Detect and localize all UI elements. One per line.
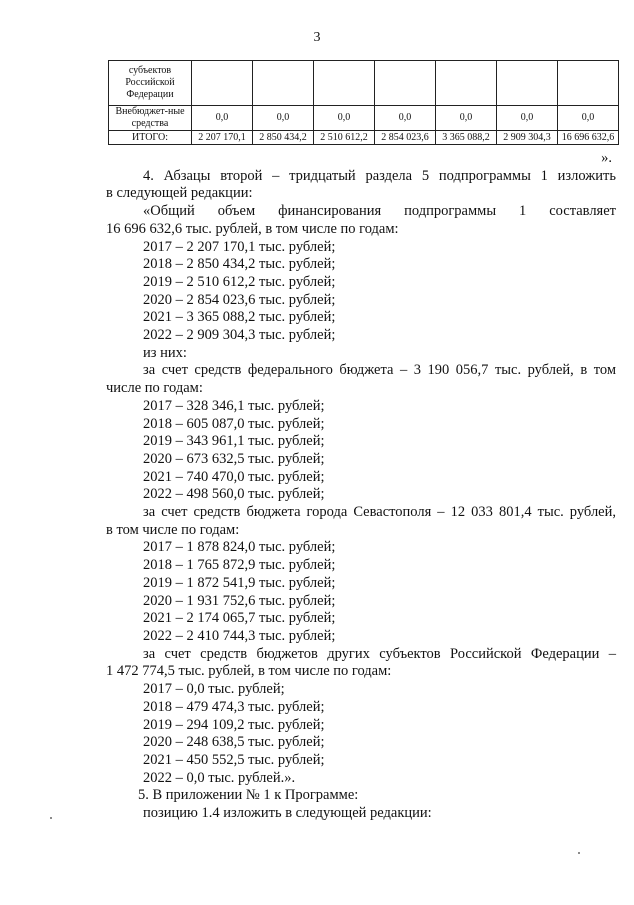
table-cell: 0,0: [497, 106, 558, 131]
year-line: 2020 – 1 931 752,6 тыс. рублей;: [143, 592, 336, 609]
paragraph: за счет средств бюджетов других субъектов Российской Федерации –: [143, 645, 616, 662]
table-row: [109, 61, 619, 106]
table-cell: 3 365 088,2: [436, 131, 497, 145]
table-cell: [192, 61, 253, 106]
year-line: 2022 – 498 560,0 тыс. рублей;: [143, 486, 325, 503]
year-line: 2019 – 343 961,1 тыс. рублей;: [143, 433, 325, 450]
table-row: [109, 131, 619, 145]
scan-speck: [578, 852, 580, 854]
table-cell: 16 696 632,6: [558, 131, 619, 145]
table-cell: 2 850 434,2: [253, 131, 314, 145]
year-line: 2019 – 294 109,2 тыс. рублей;: [143, 716, 325, 733]
year-line: 2019 – 1 872 541,9 тыс. рублей;: [143, 574, 336, 591]
year-line: 2022 – 2 909 304,3 тыс. рублей;: [143, 327, 336, 344]
table-cell: [375, 61, 436, 106]
year-line: 2018 – 605 087,0 тыс. рублей;: [143, 415, 325, 432]
table-row: [109, 106, 619, 131]
paragraph: в том числе по годам:: [106, 521, 240, 538]
year-line: 2017 – 328 346,1 тыс. рублей;: [143, 397, 325, 414]
year-line: 2017 – 2 207 170,1 тыс. рублей;: [143, 238, 336, 255]
paragraph: «Общий объем финансирования подпрограммы 1 составляет: [143, 203, 616, 220]
page-number: 3: [313, 30, 321, 45]
year-line: 2022 – 0,0 тыс. рублей.».: [143, 769, 296, 786]
paragraph: позицию 1.4 изложить в следующей редакции:: [143, 805, 432, 822]
year-line: 2022 – 2 410 744,3 тыс. рублей;: [143, 627, 336, 644]
table-cell: 0,0: [192, 106, 253, 131]
table-cell: [558, 61, 619, 106]
year-line: 2020 – 2 854 023,6 тыс. рублей;: [143, 291, 336, 308]
year-line: 2021 – 2 174 065,7 тыс. рублей;: [143, 610, 336, 627]
year-line: 2017 – 0,0 тыс. рублей;: [143, 681, 285, 698]
row-label: субъектов Российской Федерации: [109, 61, 192, 106]
year-line: 2019 – 2 510 612,2 тыс. рублей;: [143, 273, 336, 290]
table-cell: 0,0: [436, 106, 497, 131]
financing-table: [108, 60, 619, 145]
year-line: 2020 – 248 638,5 тыс. рублей;: [143, 734, 325, 751]
paragraph: из них:: [143, 344, 187, 361]
table-cell: 0,0: [253, 106, 314, 131]
paragraph: 4. Абзацы второй – тридцатый раздела 5 подпрограммы 1 изложить: [143, 167, 616, 184]
paragraph: за счет средств федерального бюджета – 3 190 056,7 тыс. рублей, в том: [143, 362, 616, 379]
table-cell: [436, 61, 497, 106]
paragraph: числе по годам:: [106, 380, 203, 397]
paragraph: 5. В приложении № 1 к Программе:: [138, 787, 359, 804]
year-line: 2021 – 3 365 088,2 тыс. рублей;: [143, 309, 336, 326]
table-cell: 2 909 304,3: [497, 131, 558, 145]
table-cell: 2 510 612,2: [314, 131, 375, 145]
paragraph: в следующей редакции:: [106, 185, 253, 202]
year-line: 2020 – 673 632,5 тыс. рублей;: [143, 450, 325, 467]
document-body: [106, 150, 616, 823]
table-cell: 0,0: [558, 106, 619, 131]
paragraph: 16 696 632,6 тыс. рублей, в том числе по годам:: [106, 220, 399, 237]
row-label: ИТОГО:: [109, 131, 192, 145]
table-cell: 2 854 023,6: [375, 131, 436, 145]
paragraph: за счет средств бюджета города Севастополя – 12 033 801,4 тыс. рублей,: [143, 504, 616, 521]
table-cell: 0,0: [375, 106, 436, 131]
year-line: 2021 – 740 470,0 тыс. рублей;: [143, 468, 325, 485]
table-cell: [497, 61, 558, 106]
row-label: Внебюджет-ные средства: [109, 106, 192, 131]
table-cell: 0,0: [314, 106, 375, 131]
year-line: 2018 – 2 850 434,2 тыс. рублей;: [143, 256, 336, 273]
year-line: 2018 – 479 474,3 тыс. рублей;: [143, 698, 325, 715]
year-line: 2017 – 1 878 824,0 тыс. рублей;: [143, 539, 336, 556]
scan-speck: [50, 817, 52, 819]
table-cell: [314, 61, 375, 106]
table-cell: [253, 61, 314, 106]
closing-quote: ».: [601, 150, 612, 166]
table-cell: 2 207 170,1: [192, 131, 253, 145]
paragraph: 1 472 774,5 тыс. рублей, в том числе по годам:: [106, 663, 392, 680]
year-line: 2021 – 450 552,5 тыс. рублей;: [143, 751, 325, 768]
year-line: 2018 – 1 765 872,9 тыс. рублей;: [143, 557, 336, 574]
